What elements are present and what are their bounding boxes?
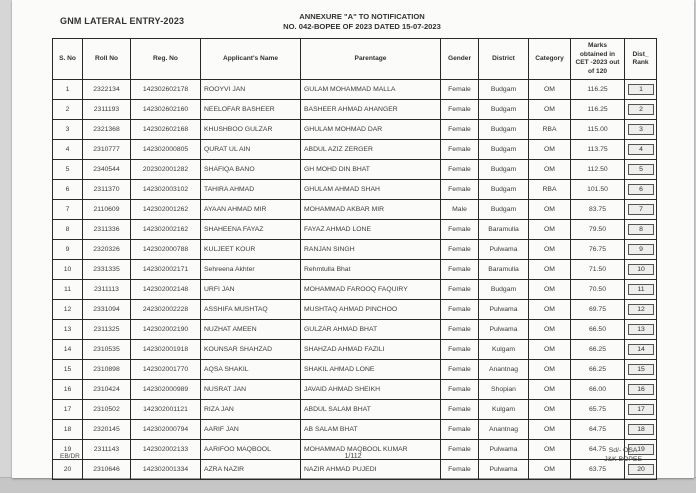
cell-gender: Female	[441, 260, 479, 280]
cell-parentage: ABDUL SALAM BHAT	[301, 400, 441, 420]
cell-rank	[625, 420, 657, 440]
results-table	[52, 38, 657, 480]
table-row	[53, 380, 657, 400]
cell-district: Pulwama	[479, 440, 529, 460]
cell-reg_no: 142302001121	[131, 400, 201, 420]
rank-badge: 17	[628, 404, 654, 415]
cell-category: OM	[529, 320, 571, 340]
col-header-category: Category	[529, 39, 571, 80]
cell-rank	[625, 160, 657, 180]
cell-district: Budgam	[479, 140, 529, 160]
cell-marks: 112.50	[571, 160, 625, 180]
cell-reg_no: 142302002148	[131, 280, 201, 300]
rank-badge: 1	[628, 84, 654, 95]
cell-rank	[625, 320, 657, 340]
cell-sno: 2	[53, 100, 83, 120]
cell-district: Anantnag	[479, 420, 529, 440]
rank-badge: 14	[628, 344, 654, 355]
cell-parentage: RANJAN SINGH	[301, 240, 441, 260]
rank-badge: 5	[628, 164, 654, 175]
cell-roll_no: 2310646	[83, 460, 131, 480]
cell-roll_no: 2311370	[83, 180, 131, 200]
cell-sno: 3	[53, 120, 83, 140]
cell-name: AARIF JAN	[201, 420, 301, 440]
cell-name: KHUSHBOO GULZAR	[201, 120, 301, 140]
cell-reg_no: 142302001334	[131, 460, 201, 480]
cell-parentage: SHAHZAD AHMAD FAZILI	[301, 340, 441, 360]
cell-sno: 15	[53, 360, 83, 380]
cell-rank	[625, 360, 657, 380]
cell-gender: Female	[441, 240, 479, 260]
cell-roll_no: 2310502	[83, 400, 131, 420]
col-header-reg-no: Reg. No	[131, 39, 201, 80]
cell-rank	[625, 100, 657, 120]
rank-badge: 20	[628, 464, 654, 475]
cell-category: OM	[529, 400, 571, 420]
cell-name: QURAT UL AIN	[201, 140, 301, 160]
cell-rank	[625, 380, 657, 400]
cell-district: Pulwama	[479, 240, 529, 260]
cell-sno: 9	[53, 240, 83, 260]
cell-reg_no: 142302001262	[131, 200, 201, 220]
cell-roll_no: 2310898	[83, 360, 131, 380]
cell-district: Budgam	[479, 80, 529, 100]
cell-parentage: Rehmtulla Bhat	[301, 260, 441, 280]
cell-sno: 11	[53, 280, 83, 300]
cell-roll_no: 2311143	[83, 440, 131, 460]
col-header-applicant-name: Applicant's Name	[201, 39, 301, 80]
cell-rank	[625, 260, 657, 280]
cell-category: OM	[529, 140, 571, 160]
cell-marks: 79.50	[571, 220, 625, 240]
cell-name: AQSA SHAKIL	[201, 360, 301, 380]
cell-sno: 8	[53, 220, 83, 240]
cell-gender: Female	[441, 100, 479, 120]
cell-district: Pulwama	[479, 460, 529, 480]
cell-parentage: MOHAMMAD FAROOQ FAQUIRY	[301, 280, 441, 300]
cell-parentage: GHULAM MOHMAD DAR	[301, 120, 441, 140]
cell-category: OM	[529, 240, 571, 260]
cell-sno: 18	[53, 420, 83, 440]
cell-name: AARIFOO MAQBOOL	[201, 440, 301, 460]
cell-parentage: GULZAR AHMAD BHAT	[301, 320, 441, 340]
rank-badge: 10	[628, 264, 654, 275]
rank-badge: 19	[628, 444, 654, 455]
cell-category: RBA	[529, 120, 571, 140]
cell-gender: Female	[441, 340, 479, 360]
cell-rank	[625, 140, 657, 160]
cell-district: Pulwama	[479, 300, 529, 320]
cell-marks: 116.25	[571, 80, 625, 100]
rank-badge: 18	[628, 424, 654, 435]
cell-roll_no: 2310535	[83, 340, 131, 360]
table-row	[53, 320, 657, 340]
cell-category: OM	[529, 460, 571, 480]
cell-category: OM	[529, 100, 571, 120]
cell-category: OM	[529, 340, 571, 360]
cell-roll_no: 2310424	[83, 380, 131, 400]
cell-name: NUZHAT AMEEN	[201, 320, 301, 340]
cell-name: ROOYVI JAN	[201, 80, 301, 100]
cell-reg_no: 142302002190	[131, 320, 201, 340]
cell-reg_no: 202302001282	[131, 160, 201, 180]
cell-reg_no: 142302602160	[131, 100, 201, 120]
cell-marks: 69.75	[571, 300, 625, 320]
cell-reg_no: 142302002171	[131, 260, 201, 280]
table-row	[53, 460, 657, 480]
cell-district: Baramulla	[479, 260, 529, 280]
table-row	[53, 280, 657, 300]
cell-category: OM	[529, 360, 571, 380]
cell-gender: Female	[441, 400, 479, 420]
cell-district: Kulgam	[479, 340, 529, 360]
cell-rank	[625, 240, 657, 260]
cell-category: OM	[529, 260, 571, 280]
rank-badge: 7	[628, 204, 654, 215]
cell-category: OM	[529, 280, 571, 300]
cell-district: Pulwama	[479, 320, 529, 340]
cell-sno: 16	[53, 380, 83, 400]
cell-rank	[625, 340, 657, 360]
cell-marks: 101.50	[571, 180, 625, 200]
signature-line: Sd/- OSA	[608, 447, 638, 454]
cell-parentage: NAZIR AHMAD PUJEDI	[301, 460, 441, 480]
cell-gender: Female	[441, 440, 479, 460]
rank-badge: 11	[628, 284, 654, 295]
cell-name: KULJEET KOUR	[201, 240, 301, 260]
cell-parentage: MUSHTAQ AHMAD PINCHOO	[301, 300, 441, 320]
cell-sno: 17	[53, 400, 83, 420]
cell-gender: Female	[441, 460, 479, 480]
cell-marks: 71.50	[571, 260, 625, 280]
table-row	[53, 360, 657, 380]
cell-category: OM	[529, 80, 571, 100]
cell-parentage: MOHAMMAD MAQBOOL KUMAR	[301, 440, 441, 460]
cell-rank	[625, 180, 657, 200]
cell-rank	[625, 400, 657, 420]
cell-marks: 115.00	[571, 120, 625, 140]
cell-parentage: FAYAZ AHMAD LONE	[301, 220, 441, 240]
document-title: GNM LATERAL ENTRY-2023	[60, 16, 185, 26]
col-header-marks: Marks obtained in CET -2023 out of 120	[571, 39, 625, 80]
cell-reg_no: 142302602168	[131, 120, 201, 140]
table-row	[53, 240, 657, 260]
cell-sno: 14	[53, 340, 83, 360]
cell-sno: 5	[53, 160, 83, 180]
cell-gender: Female	[441, 120, 479, 140]
cell-rank	[625, 300, 657, 320]
rank-badge: 3	[628, 124, 654, 135]
col-header-roll-no: Roll No	[83, 39, 131, 80]
annexure-heading	[212, 12, 512, 32]
cell-sno: 12	[53, 300, 83, 320]
table-row	[53, 140, 657, 160]
cell-district: Budgam	[479, 180, 529, 200]
rank-badge: 16	[628, 384, 654, 395]
cell-roll_no: 2331335	[83, 260, 131, 280]
cell-category: OM	[529, 300, 571, 320]
cell-name: TAHIRA AHMAD	[201, 180, 301, 200]
signature-block	[604, 446, 642, 464]
page-number: 1/112	[344, 453, 362, 460]
cell-reg_no: 142302001918	[131, 340, 201, 360]
cell-marks: 64.75	[571, 420, 625, 440]
cell-reg_no: 142302000805	[131, 140, 201, 160]
cell-parentage: JAVAID AHMAD SHEIKH	[301, 380, 441, 400]
cell-reg_no: 142302003102	[131, 180, 201, 200]
cell-name: AYAAN AHMAD MIR	[201, 200, 301, 220]
cell-district: Budgam	[479, 280, 529, 300]
cell-category: RBA	[529, 180, 571, 200]
cell-name: NEELOFAR BASHEER	[201, 100, 301, 120]
cell-reg_no: 142302602178	[131, 80, 201, 100]
cell-gender: Female	[441, 420, 479, 440]
rank-badge: 9	[628, 244, 654, 255]
cell-marks: 66.00	[571, 380, 625, 400]
col-header-sno: S. No	[53, 39, 83, 80]
table-row	[53, 420, 657, 440]
cell-district: Kulgam	[479, 400, 529, 420]
cell-marks: 66.50	[571, 320, 625, 340]
cell-name: KOUNSAR SHAHZAD	[201, 340, 301, 360]
cell-gender: Female	[441, 160, 479, 180]
cell-rank	[625, 200, 657, 220]
rank-badge: 15	[628, 364, 654, 375]
cell-rank	[625, 280, 657, 300]
cell-roll_no: 2311113	[83, 280, 131, 300]
scan-left-margin	[0, 0, 12, 493]
cell-reg_no: 142302002162	[131, 220, 201, 240]
cell-reg_no: 142302001770	[131, 360, 201, 380]
table-row	[53, 340, 657, 360]
cell-sno: 19	[53, 440, 83, 460]
cell-roll_no: 2310777	[83, 140, 131, 160]
cell-roll_no: 2320326	[83, 240, 131, 260]
cell-marks: 116.25	[571, 100, 625, 120]
rank-badge: 12	[628, 304, 654, 315]
cell-roll_no: 2311336	[83, 220, 131, 240]
annexure-line-1: ANNEXURE "A" TO NOTIFICATION	[299, 12, 425, 21]
table-row	[53, 200, 657, 220]
cell-rank	[625, 220, 657, 240]
cell-gender: Female	[441, 180, 479, 200]
cell-category: OM	[529, 420, 571, 440]
cell-sno: 10	[53, 260, 83, 280]
cell-reg_no: 142302000989	[131, 380, 201, 400]
col-header-district: District	[479, 39, 529, 80]
cell-marks: 64.75	[571, 440, 625, 460]
table-row	[53, 80, 657, 100]
cell-parentage: ABDUL AZIZ ZERGER	[301, 140, 441, 160]
cell-category: OM	[529, 440, 571, 460]
cell-gender: Female	[441, 320, 479, 340]
cell-parentage: GULAM MOHAMMAD MALLA	[301, 80, 441, 100]
table-row	[53, 160, 657, 180]
col-header-dist-rank: Dist_ Rank	[625, 39, 657, 80]
cell-roll_no: 2311325	[83, 320, 131, 340]
cell-name: NUSRAT JAN	[201, 380, 301, 400]
cell-reg_no: 142302000788	[131, 240, 201, 260]
cell-category: OM	[529, 380, 571, 400]
cell-reg_no: 142302000794	[131, 420, 201, 440]
col-header-gender: Gender	[441, 39, 479, 80]
cell-reg_no: 142302002133	[131, 440, 201, 460]
rank-badge: 13	[628, 324, 654, 335]
annexure-line-2: NO. 042-BOPEE OF 2023 DATED 15-07-2023	[283, 22, 441, 31]
cell-marks: 66.25	[571, 360, 625, 380]
cell-sno: 20	[53, 460, 83, 480]
cell-roll_no: 2322134	[83, 80, 131, 100]
cell-sno: 4	[53, 140, 83, 160]
cell-gender: Female	[441, 360, 479, 380]
cell-roll_no: 2320145	[83, 420, 131, 440]
document-page	[12, 0, 694, 478]
cell-name: SHAHEENA FAYAZ	[201, 220, 301, 240]
cell-rank	[625, 120, 657, 140]
cell-name: URFI JAN	[201, 280, 301, 300]
cell-reg_no: 242302002228	[131, 300, 201, 320]
cell-gender: Female	[441, 380, 479, 400]
cell-rank	[625, 80, 657, 100]
table-row	[53, 100, 657, 120]
cell-district: Shopian	[479, 380, 529, 400]
table-row	[53, 120, 657, 140]
cell-sno: 1	[53, 80, 83, 100]
cell-district: Budgam	[479, 120, 529, 140]
cell-marks: 65.75	[571, 400, 625, 420]
cell-category: OM	[529, 220, 571, 240]
cell-name: SHAFIQA BANO	[201, 160, 301, 180]
cell-sno: 6	[53, 180, 83, 200]
cell-marks: 63.75	[571, 460, 625, 480]
cell-parentage: MOHAMMAD AKBAR MIR	[301, 200, 441, 220]
cell-district: Budgam	[479, 100, 529, 120]
table-header-row	[53, 39, 657, 80]
cell-marks: 70.50	[571, 280, 625, 300]
organization-line: J&K BOPEE	[604, 456, 642, 463]
cell-district: Baramulla	[479, 220, 529, 240]
col-header-parentage: Parentage	[301, 39, 441, 80]
cell-district: Budgam	[479, 160, 529, 180]
table-row	[53, 180, 657, 200]
cell-sno: 7	[53, 200, 83, 220]
cell-gender: Male	[441, 200, 479, 220]
cell-name: AZRA NAZIR	[201, 460, 301, 480]
cell-sno: 13	[53, 320, 83, 340]
results-table-body	[53, 80, 657, 480]
cell-gender: Female	[441, 220, 479, 240]
cell-name: Sehreena Akhter	[201, 260, 301, 280]
cell-roll_no: 2331094	[83, 300, 131, 320]
rank-badge: 2	[628, 104, 654, 115]
cell-marks: 83.75	[571, 200, 625, 220]
cell-parentage: BASHEER AHMAD AHANGER	[301, 100, 441, 120]
cell-district: Anantnag	[479, 360, 529, 380]
cell-marks: 113.75	[571, 140, 625, 160]
cell-district: Budgam	[479, 200, 529, 220]
cell-marks: 76.75	[571, 240, 625, 260]
cell-gender: Female	[441, 140, 479, 160]
cell-parentage: SHAKIL AHMAD LONE	[301, 360, 441, 380]
cell-name: ASSHIFA MUSHTAQ	[201, 300, 301, 320]
cell-roll_no: 2340544	[83, 160, 131, 180]
cell-gender: Female	[441, 280, 479, 300]
table-row	[53, 300, 657, 320]
cell-category: OM	[529, 160, 571, 180]
rank-badge: 6	[628, 184, 654, 195]
cell-parentage: AB SALAM BHAT	[301, 420, 441, 440]
cell-marks: 66.25	[571, 340, 625, 360]
cell-parentage: GH MOHD DIN BHAT	[301, 160, 441, 180]
table-row	[53, 260, 657, 280]
cell-roll_no: 2311193	[83, 100, 131, 120]
cell-gender: Female	[441, 300, 479, 320]
table-row	[53, 400, 657, 420]
cell-parentage: GHULAM AHMAD SHAH	[301, 180, 441, 200]
cell-name: RIZA JAN	[201, 400, 301, 420]
rank-badge: 8	[628, 224, 654, 235]
table-row	[53, 220, 657, 240]
cell-category: OM	[529, 200, 571, 220]
cell-roll_no: 2321368	[83, 120, 131, 140]
cell-gender: Female	[441, 80, 479, 100]
footer-code: EB/DR	[60, 453, 80, 460]
rank-badge: 4	[628, 144, 654, 155]
cell-roll_no: 2110609	[83, 200, 131, 220]
